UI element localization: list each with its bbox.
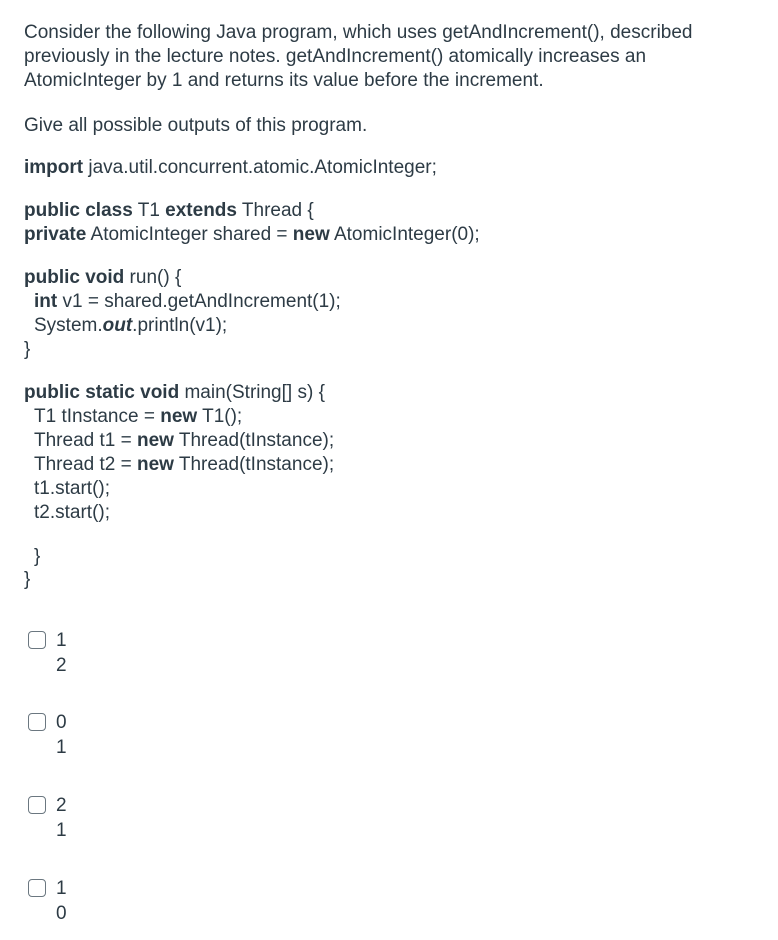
keyword: public static void xyxy=(24,382,180,403)
code-text: AtomicInteger(0); xyxy=(329,224,480,245)
option-line: 0 xyxy=(56,903,67,924)
option-line: 1 xyxy=(56,737,67,758)
keyword: new xyxy=(136,454,174,475)
code-text: Thread(tInstance); xyxy=(173,454,335,475)
code-run-line xyxy=(24,266,181,290)
option-line: 2 xyxy=(56,795,67,816)
checkbox[interactable] xyxy=(28,796,46,814)
code-println-line xyxy=(34,314,227,338)
code-text: java.util.concurrent.atomic.AtomicInteger; xyxy=(83,157,437,178)
question-prompt: Give all possible outputs of this program. xyxy=(24,115,368,136)
code-text: T1 xyxy=(132,200,166,221)
keyword: new xyxy=(160,406,198,427)
option-line: 1 xyxy=(56,820,67,841)
code-t1-line xyxy=(34,429,334,453)
code-main-line xyxy=(24,381,325,405)
code-text: v1 = shared.getAndIncrement(1); xyxy=(57,291,341,312)
code-text: Thread t2 = xyxy=(34,454,137,475)
code-text: T1(); xyxy=(197,406,243,427)
code-text: Thread t1 = xyxy=(34,430,137,451)
question-intro xyxy=(24,21,693,93)
code-text: System. xyxy=(34,315,103,336)
keyword: public void xyxy=(24,267,125,288)
checkbox[interactable] xyxy=(28,879,46,897)
keyword: private xyxy=(24,224,87,245)
code-close-class: } xyxy=(24,569,31,590)
keyword: new xyxy=(136,430,174,451)
intro-line: Consider the following Java program, which uses getAndIncrement(), described xyxy=(24,22,693,43)
checkbox[interactable] xyxy=(28,631,46,649)
code-instance-line xyxy=(34,405,242,429)
checkbox[interactable] xyxy=(28,713,46,731)
option-line: 1 xyxy=(56,630,67,651)
code-text: main(String[] s) { xyxy=(179,382,325,403)
code-close-main: } xyxy=(34,546,41,567)
code-close-run: } xyxy=(24,339,31,360)
code-start1-line: t1.start(); xyxy=(34,478,111,499)
code-start2-line: t2.start(); xyxy=(34,502,111,523)
option-line: 0 xyxy=(56,712,67,733)
intro-line: previously in the lecture notes. getAndIncrement() atomically increases an xyxy=(24,46,647,67)
keyword: import xyxy=(24,157,84,178)
keyword: extends xyxy=(165,200,237,221)
code-t2-line xyxy=(34,453,334,477)
code-v1-line xyxy=(34,290,341,314)
code-field-line xyxy=(24,223,480,247)
intro-line: AtomicInteger by 1 and returns its value before the increment. xyxy=(24,70,544,91)
keyword: new xyxy=(292,224,330,245)
code-text: out xyxy=(102,315,133,336)
option-line: 1 xyxy=(56,878,67,899)
code-text: Thread { xyxy=(236,200,314,221)
code-text: AtomicInteger shared = xyxy=(86,224,293,245)
code-text: .println(v1); xyxy=(132,315,228,336)
code-text: T1 tInstance = xyxy=(34,406,161,427)
keyword: int xyxy=(34,291,58,312)
code-text: Thread(tInstance); xyxy=(173,430,335,451)
keyword: public class xyxy=(24,200,133,221)
option-line: 2 xyxy=(56,655,67,676)
code-class-line xyxy=(24,199,314,223)
code-import-line xyxy=(24,156,437,180)
code-text: run() { xyxy=(124,267,182,288)
